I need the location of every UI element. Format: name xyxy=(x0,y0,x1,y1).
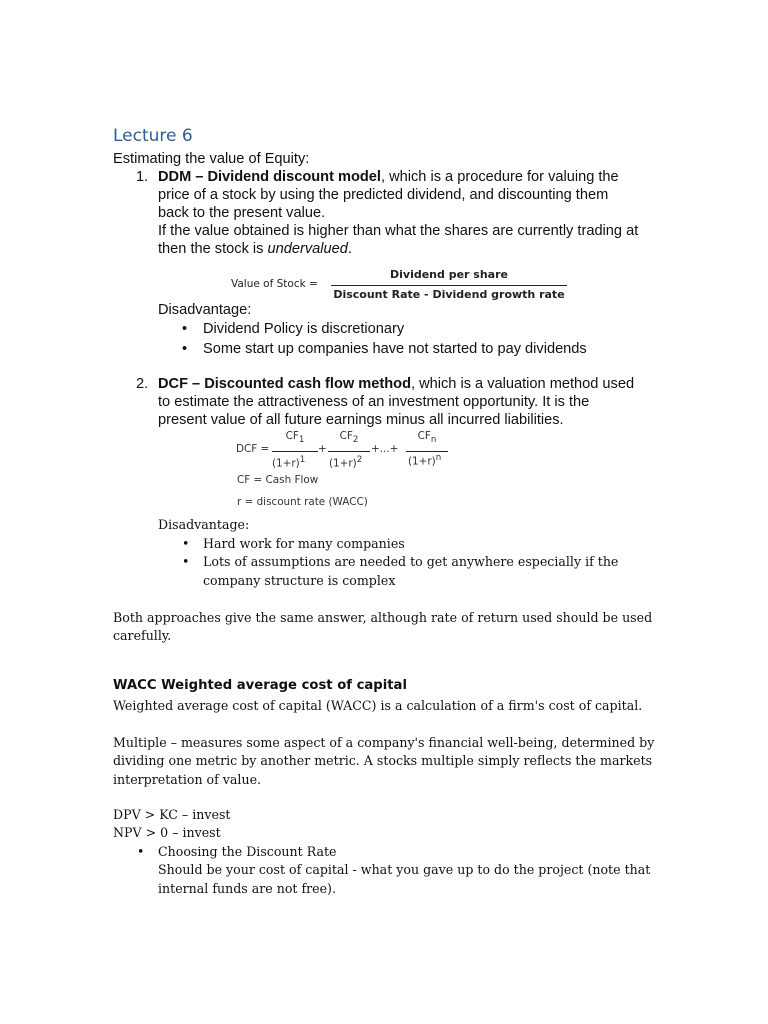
ddm-line-4: If the value obtained is higher than what the shares are currently trading at xyxy=(158,223,639,239)
dcf-termn-numerator: $CF_n$ xyxy=(417,430,437,446)
wacc-heading: WACC Weighted average cost of capital xyxy=(113,678,407,693)
dcf-term1-numerator: $CF_1$ xyxy=(285,430,305,446)
discount-rate-list xyxy=(137,843,668,898)
dcf-plus-1: + xyxy=(318,443,327,455)
ddm-line-2: price of a stock by using the predicted dividend, and discounting them xyxy=(158,187,609,203)
dcf-line-2: to estimate the attractiveness of an investment opportunity. It is the xyxy=(158,394,590,410)
ddm-formula-denominator: Discount Rate - Dividend growth rate xyxy=(333,288,565,301)
dcf-definition-cf: CF = Cash Flow xyxy=(237,474,319,486)
dcf-line-3: present value of all future earnings minus all incurred liabilities. xyxy=(158,412,564,428)
ddm-title: DDM – Dividend discount model xyxy=(158,169,381,185)
npv-rule: NPV > 0 – invest xyxy=(113,825,221,841)
lecture-heading: Lecture 6 xyxy=(113,126,193,146)
ddm-formula-numerator: Dividend per share xyxy=(390,268,508,281)
list-item: • Hard work for many companies xyxy=(182,536,405,551)
dcf-plus-ellipsis: +...+ xyxy=(371,443,399,455)
undervalued-emphasis: undervalued xyxy=(267,241,348,257)
dcf-disadvantage-list xyxy=(182,535,663,590)
dcf-number: 2. xyxy=(136,376,149,392)
ddm-formula-lhs: Value of Stock = xyxy=(231,278,318,290)
dcf-term1-denominator: $(1+r)^1$ xyxy=(272,455,306,470)
dcf-term2-bar xyxy=(328,451,370,452)
list-item: • Lots of assumptions are needed to get anywhere especially if the xyxy=(182,554,619,570)
dpv-rule: DPV > KC – invest xyxy=(113,807,231,822)
ddm-description xyxy=(158,168,678,258)
dcf-disadvantage-label: Disadvantage: xyxy=(158,517,250,532)
ddm-line-5: then the stock is undervalued. xyxy=(158,241,352,257)
ddm-line-3: back to the present value. xyxy=(158,205,326,221)
ddm-fraction-bar xyxy=(331,285,567,286)
ddm-line-1: DDM – Dividend discount model, which is a procedure for valuing the xyxy=(158,169,619,185)
dcf-term2-denominator: $(1+r)^2$ xyxy=(329,455,363,470)
list-item-continuation: internal funds are not free). xyxy=(158,880,336,896)
both-approaches-paragraph: Both approaches give the same answer, although rate of return used should be used carefully. xyxy=(113,610,653,644)
dcf-termn-bar xyxy=(406,451,448,452)
dcf-formula-lhs: DCF = xyxy=(236,443,270,455)
multiple-paragraph: Multiple – measures some aspect of a company's financial well-being, determined by dividing one metric by another metric. A stocks multiple simply reflects the markets interpretation of value. xyxy=(113,735,655,787)
list-item-continuation: company structure is complex xyxy=(203,572,396,588)
dcf-line-1: DCF – Discounted cash flow method, which is a valuation method used xyxy=(158,376,635,392)
ddm-disadvantage-list xyxy=(182,320,587,358)
list-item: • Choosing the Discount Rate xyxy=(137,844,337,859)
wacc-description: Weighted average cost of capital (WACC) is a calculation of a firm's cost of capital. xyxy=(113,698,643,713)
investment-rules xyxy=(113,806,230,843)
dcf-term1-bar xyxy=(272,451,318,452)
list-item-continuation: Should be your cost of capital - what you gave up to do the project (note that xyxy=(158,862,651,878)
dcf-definition-r: r = discount rate (WACC) xyxy=(237,496,368,508)
list-item: • Some start up companies have not started to pay dividends xyxy=(182,341,587,357)
dcf-title: DCF – Discounted cash flow method xyxy=(158,376,411,392)
ddm-number: 1. xyxy=(136,169,149,185)
dcf-termn-denominator: $(1+r)^n$ xyxy=(408,453,442,468)
list-item: • Dividend Policy is discretionary xyxy=(182,321,405,337)
intro-text: Estimating the value of Equity: xyxy=(113,151,310,167)
dcf-term2-numerator: $CF_2$ xyxy=(339,430,359,446)
dcf-description xyxy=(158,375,678,429)
ddm-disadvantage-label: Disadvantage: xyxy=(158,302,252,318)
